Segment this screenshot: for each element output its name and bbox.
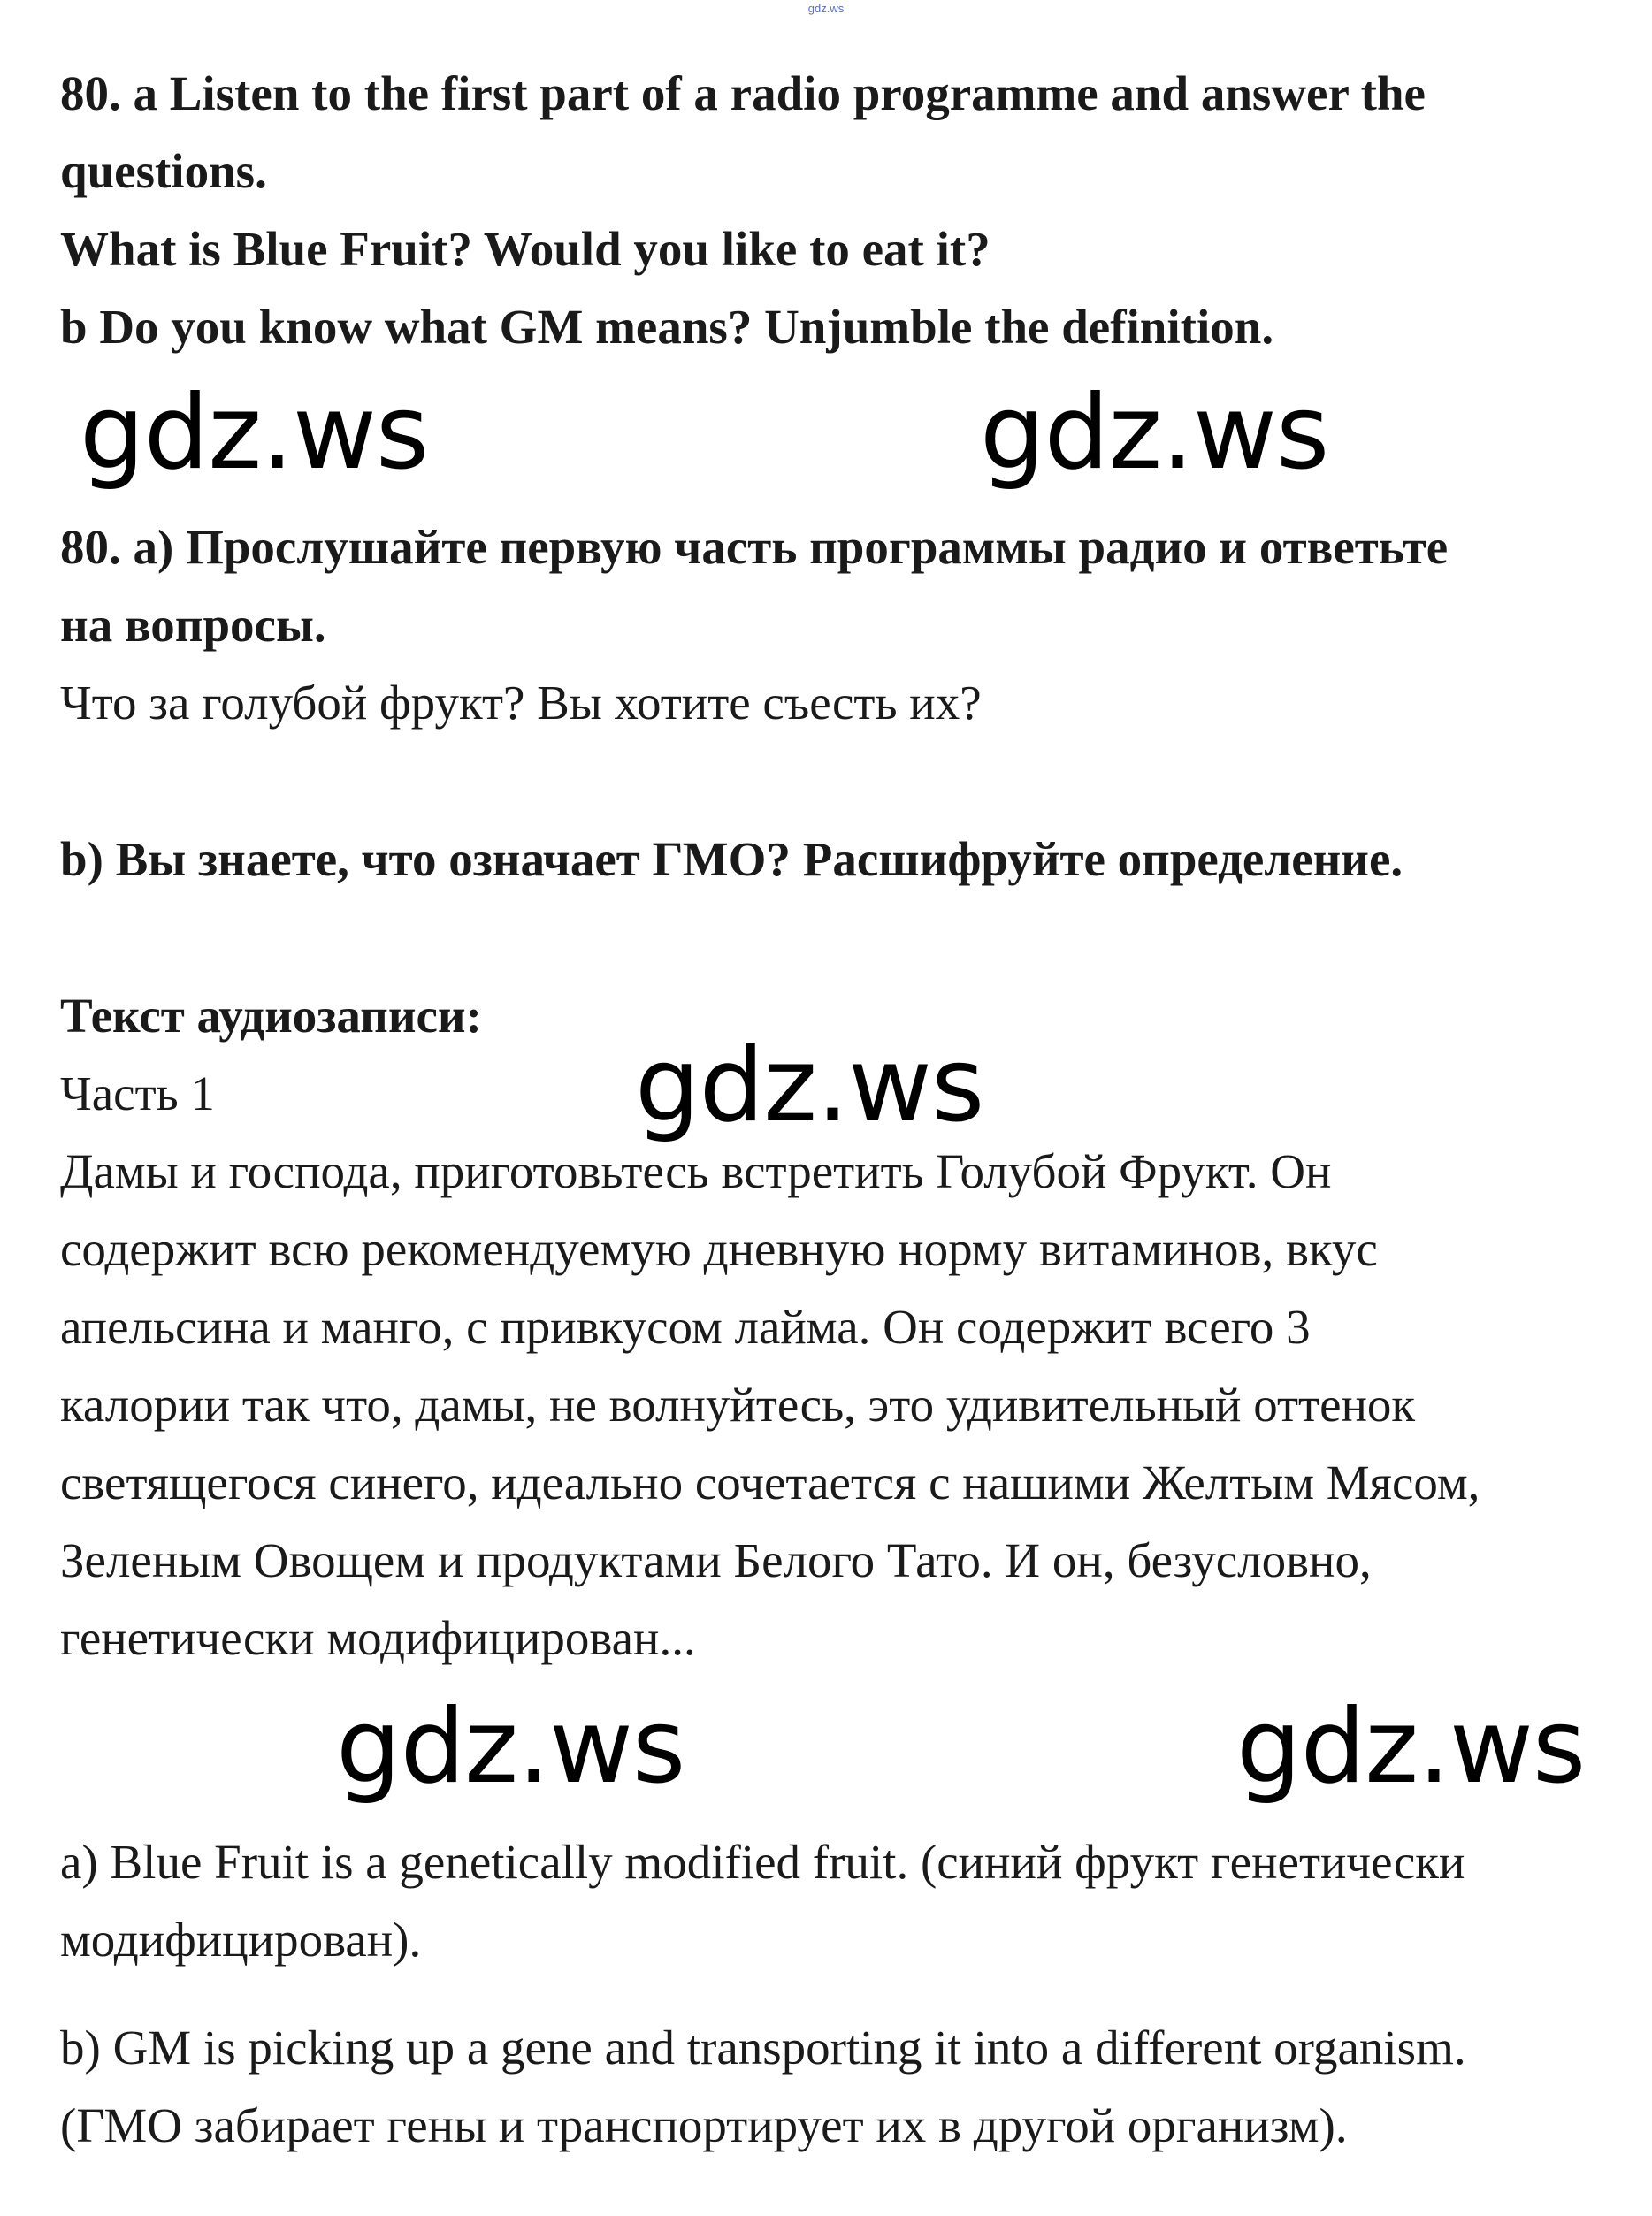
watermark-3: gdz.ws [635, 1026, 984, 1145]
answer-a-line-1: a) Blue Fruit is a genetically modified fruit. (синий фрукт генетически [60, 1835, 1465, 1889]
transcript-part: Часть 1 [60, 1066, 215, 1120]
watermark-5: gdz.ws [1236, 1687, 1586, 1807]
watermark-4: gdz.ws [336, 1687, 685, 1807]
answer-b-line-1: b) GM is picking up a gene and transporting it into a different organism. [60, 2021, 1466, 2075]
answer-a-line-2: модифицирован). [60, 1913, 422, 1967]
transcript-line: Зеленым Овощем и продуктами Белого Тато. И он, безусловно, [60, 1533, 1372, 1587]
task-ru-line-1: 80. а) Прослушайте первую часть программы радио и ответьте [60, 520, 1449, 574]
task-en-line-1: 80. a Listen to the first part of a radio programme and answer the [60, 66, 1426, 120]
transcript-line: содержит всю рекомендуемую дневную норму витаминов, вкус [60, 1222, 1378, 1276]
task-ru-line-2: на вопросы. [60, 598, 326, 652]
transcript-line: генетически модифицирован... [60, 1611, 696, 1665]
task-en-line-2: questions. [60, 144, 267, 198]
task-en-line-3: What is Blue Fruit? Would you like to eat it? [60, 222, 990, 276]
task-ru-line-3: Что за голубой фрукт? Вы хотите съесть их? [60, 676, 982, 730]
transcript-line: светящегося синего, идеально сочетается с нашими Желтым Мясом, [60, 1456, 1480, 1509]
transcript-line: апельсина и манго, с привкусом лайма. Он содержит всего 3 [60, 1300, 1311, 1354]
task-ru-line-4: b) Вы знаете, что означает ГМО? Расшифруйте определение. [60, 832, 1403, 886]
transcript-heading: Текст аудиозаписи: [60, 989, 482, 1043]
watermark-2: gdz.ws [980, 373, 1329, 493]
watermark-1: gdz.ws [80, 373, 429, 493]
transcript-line: Дамы и господа, приготовьтесь встретить Голубой Фрукт. Он [60, 1144, 1332, 1198]
answer-b-line-2: (ГМО забирает гены и транспортирует их в другой организм). [60, 2098, 1348, 2152]
transcript-line: калории так что, дамы, не волнуйтесь, это удивительный оттенок [60, 1378, 1416, 1432]
site-mark: gdz.ws [807, 2, 845, 15]
task-en-line-4: b Do you know what GM means? Unjumble the definition. [60, 300, 1274, 354]
